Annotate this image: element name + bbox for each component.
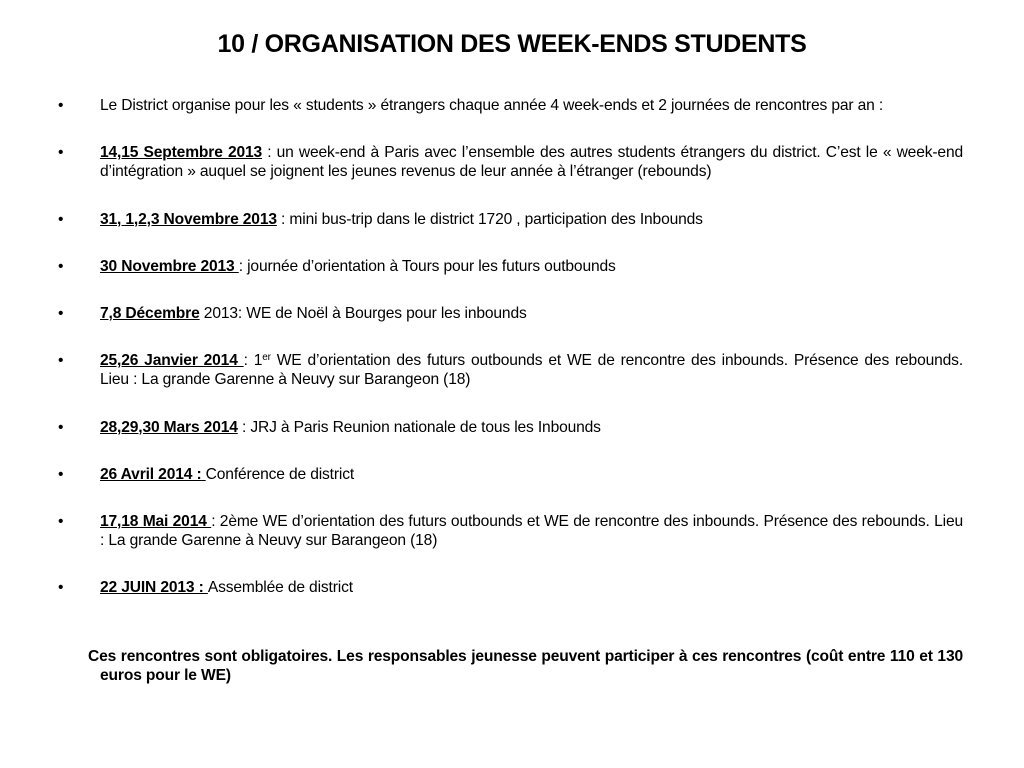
item-text: : journée d’orientation à Tours pour les futurs outbounds <box>238 257 616 275</box>
bullet-icon: • <box>58 513 64 531</box>
item-date: 31, 1,2,3 Novembre 2013 <box>100 210 277 228</box>
item-date: 26 Avril 2014 : <box>100 465 206 483</box>
bullet-icon: • <box>58 210 64 228</box>
item-text: Le District organise pour les « students » étrangers chaque année 4 week-ends et 2 journées de rencontres par an : <box>100 97 884 114</box>
item-text: Conférence de district <box>205 465 355 483</box>
item-date: 25,26 Janvier 2014 <box>100 352 244 370</box>
bullet-icon: • <box>58 144 64 162</box>
bullet-icon: • <box>58 97 64 114</box>
bullet-icon: • <box>58 418 64 436</box>
list-item <box>58 143 963 181</box>
list-item <box>58 351 963 389</box>
item-date: 7,8 Décembre <box>100 305 200 323</box>
item-date: 28,29,30 Mars 2014 <box>100 418 238 436</box>
list-item <box>58 257 963 276</box>
item-text-prefix: : 1 <box>243 352 263 370</box>
item-text: Assemblée de district <box>207 579 353 597</box>
bullet-icon: • <box>58 257 64 275</box>
item-text: : 2ème WE d’orientation des futurs outbounds et WE de rencontre des inbounds. Présence des rebounds. Lieu : La grande Garenne à Neuvy sur Barangeon (18) <box>100 513 963 550</box>
item-date: 22 JUIN 2013 : <box>100 579 208 597</box>
list-item <box>58 578 963 597</box>
item-text: : JRJ à Paris Reunion nationale de tous les Inbounds <box>237 418 601 436</box>
list-item <box>58 96 963 115</box>
bullet-icon: • <box>58 305 64 323</box>
bullet-list <box>58 96 963 598</box>
list-item <box>58 210 963 229</box>
item-date: 14,15 Septembre 2013 <box>100 144 263 162</box>
bullet-icon: • <box>58 465 64 483</box>
list-item <box>58 418 963 437</box>
bullet-icon: • <box>58 352 64 370</box>
item-text: WE d’orientation des futurs outbounds et WE de rencontre des inbounds. Présence des rebounds. Lieu : La grande Garenne à Neuvy sur Barangeon (18) <box>100 352 963 389</box>
item-text: 2013: WE de Noël à Bourges pour les inbounds <box>199 305 527 323</box>
bullet-icon: • <box>58 579 64 597</box>
item-date: 30 Novembre 2013 <box>100 257 239 275</box>
list-item <box>58 512 963 550</box>
item-superscript: er <box>262 352 271 364</box>
list-item <box>58 465 963 484</box>
list-item <box>58 304 963 323</box>
item-text: : mini bus-trip dans le district 1720 , participation des Inbounds <box>276 210 703 228</box>
item-text: : un week-end à Paris avec l’ensemble des autres students étrangers du district. C’est le « week-end d’intégration » auquel se joignent les jeunes revenus de leur année à l’étranger (rebounds) <box>100 144 963 181</box>
item-date: 17,18 Mai 2014 <box>100 513 212 531</box>
note-text: Ces rencontres sont obligatoires. Les responsables jeunesse peuvent participer à ces rencontres (coût entre 110 et 130 euros pour le WE) <box>88 648 963 685</box>
closing-note <box>88 647 963 685</box>
slide-title: 10 / ORGANISATION DES WEEK-ENDS STUDENTS <box>217 30 807 58</box>
